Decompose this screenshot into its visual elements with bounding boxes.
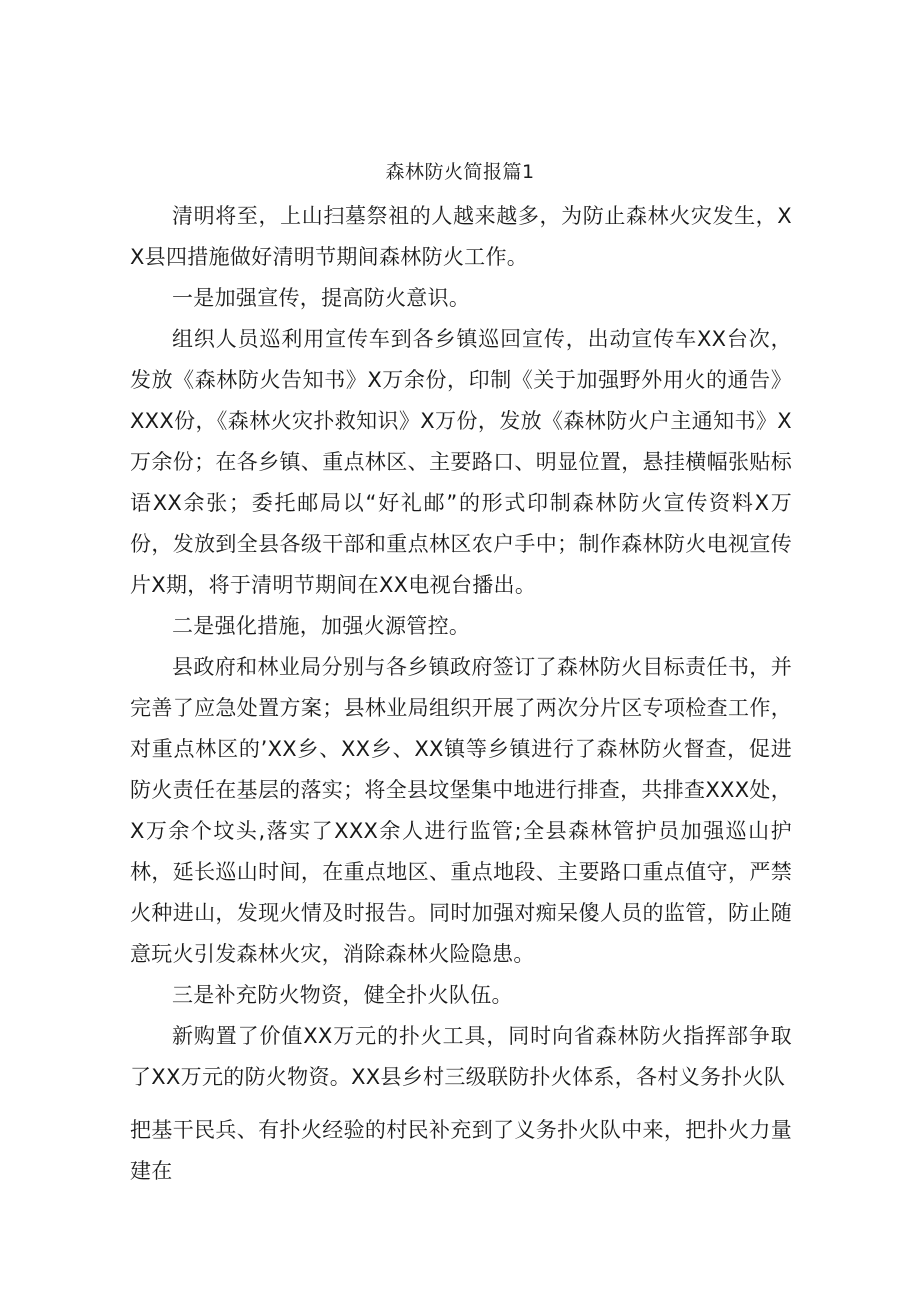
heading-measure-1: 一是加强宣传，提高防火意识。 bbox=[172, 286, 471, 310]
paragraph-measure-1: 组织人员巡利用宣传车到各乡镇巡回宣传，出动宣传车XX台次，发放《森林防火告知书》X万余份，印制《关于加强野外用火的通告》XXX份，《森林火灾扑救知识》X万份，发放《森林防火户主通知书》X万余份；在各乡镇、重点林区、主要路口、明显位置，悬挂横幅张贴标语XX余张；委托邮局以“好礼邮”的形式印制森林防火宣传资料X万份，发放到全县各级干部和重点林区农户手中；制作森林防火电视宣传片X期，将于清明节期间在XX电视台播出。 bbox=[130, 327, 792, 597]
paragraph-intro: 清明将至，上山扫墓祭祖的人越来越多，为防止森林火灾发生，XX县四措施做好清明节期间森林防火工作。 bbox=[130, 204, 792, 269]
paragraph-measure-3: 新购置了价值XX万元的扑火工具，同时向省森林防火指挥部争取了XX万元的防火物资。XX县乡村三级联防扑火体系，各村义务扑火队 bbox=[130, 1024, 792, 1089]
document-title: 森林防火简报篇1 bbox=[385, 161, 535, 183]
paragraph-continuation: 把基干民兵、有扑火经验的村民补充到了义务扑火队中来，把扑火力量建在 bbox=[130, 1118, 792, 1183]
heading-measure-3: 三是补充防火物资，健全扑火队伍。 bbox=[172, 983, 513, 1007]
heading-measure-2: 二是强化措施，加强火源管控。 bbox=[172, 614, 471, 638]
document-body bbox=[130, 196, 792, 1192]
paragraph-measure-2: 县政府和林业局分别与各乡镇政府签订了森林防火目标责任书，并完善了应急处置方案；县林业局组织开展了两次分片区专项检查工作，对重点林区的’XX乡、XX乡、XX镇等乡镇进行了森林防火督查，促进防火责任在基层的落实；将全县坟堡集中地进行排查，共排查XXX处，X万余个坟头,落实了XXX余人进行监管;全县森林管护员加强巡山护林，延长巡山时间，在重点地区、重点地段、主要路口重点值守，严禁火种进山，发现火情及时报告。同时加强对痴呆傻人员的监管，防止随意玩火引发森林火灾，消除森林火险隐患。 bbox=[130, 655, 792, 966]
